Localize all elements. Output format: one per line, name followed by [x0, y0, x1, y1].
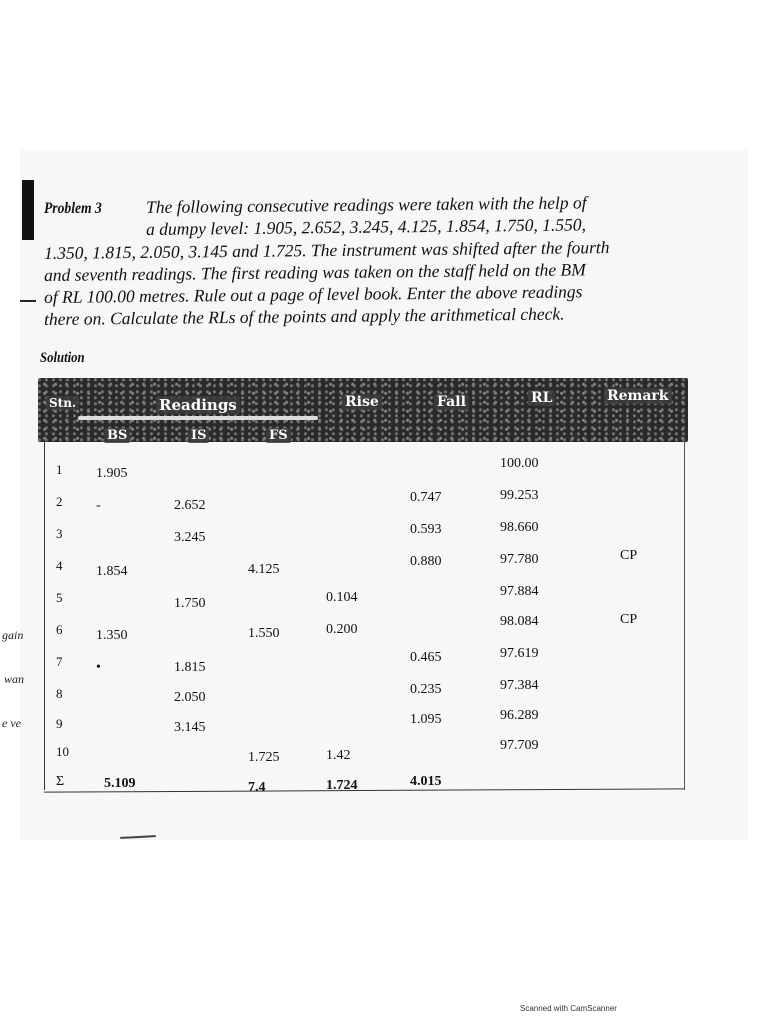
- problem-line-5: of RL 100.00 metres. Rule out a page of level book. Enter the above readings: [44, 281, 583, 307]
- table-header: [38, 378, 688, 442]
- cell-is-row-9: 3.145: [174, 720, 206, 735]
- problem-line-4: and seventh readings. The first reading was taken on the staff held on the BM: [44, 259, 586, 285]
- margin-note-1: gain: [2, 628, 24, 642]
- cell-stn-row-3: 3: [56, 526, 63, 541]
- cell-rise-row-10: 1.42: [326, 748, 351, 763]
- cell-stn-row-10: 10: [56, 744, 69, 759]
- cell-rl-row-10: 97.709: [500, 738, 539, 753]
- header-remark: Remark: [604, 388, 672, 404]
- cell-is-row-2: 2.652: [174, 498, 206, 513]
- margin-note-3: e ve: [2, 716, 21, 730]
- header-stn: Stn.: [46, 396, 79, 410]
- total-stn: Σ: [56, 774, 65, 789]
- total-fall: 4.015: [410, 774, 442, 789]
- cell-fall-row-3: 0.593: [410, 522, 442, 537]
- cell-stn-row-5: 5: [56, 590, 63, 605]
- cell-fall-row-2: 0.747: [410, 490, 442, 505]
- problem-line-6: there on. Calculate the RLs of the points and apply the arithmetical check.: [44, 303, 565, 329]
- cell-fall-row-8: 0.235: [410, 682, 442, 697]
- problem-bracket: [22, 180, 34, 240]
- cell-rise-row-5: 0.104: [326, 590, 358, 605]
- cell-stn-row-1: 1: [56, 462, 63, 477]
- cell-fall-row-7: 0.465: [410, 650, 442, 665]
- cell-rl-row-7: 97.619: [500, 646, 539, 661]
- cell-remark-row-6: CP: [620, 612, 638, 627]
- cell-fs-row-6: 1.550: [248, 626, 280, 641]
- problem-line-3: 1.350, 1.815, 2.050, 3.145 and 1.725. The instrument was shifted after the fourth: [44, 237, 610, 263]
- header-bs: BS: [104, 428, 130, 443]
- level-book-table: [38, 378, 688, 798]
- problem-line-2: a dumpy level: 1.905, 2.652, 3.245, 4.125, 1.854, 1.750, 1.550,: [146, 214, 587, 239]
- cell-remark-row-4: CP: [620, 548, 638, 563]
- header-fall: Fall: [434, 394, 469, 410]
- cell-rl-row-5: 97.884: [500, 584, 539, 599]
- total-fs: 7.4: [248, 780, 266, 795]
- cell-stn-row-9: 9: [56, 716, 63, 731]
- header-rl: RL: [528, 390, 555, 406]
- cell-stn-row-7: 7: [56, 654, 63, 669]
- table-bottom-border: [44, 788, 684, 792]
- cell-stn-row-4: 4: [56, 558, 63, 573]
- cell-rl-row-9: 96.289: [500, 708, 539, 723]
- margin-note-2: wan: [4, 672, 25, 686]
- header-is: IS: [188, 428, 209, 443]
- cell-bs-row-4: 1.854: [96, 564, 128, 579]
- cell-is-row-5: 1.750: [174, 596, 206, 611]
- table-left-border: [44, 440, 45, 790]
- readings-underline: [78, 416, 318, 420]
- cell-stn-row-6: 6: [56, 622, 63, 637]
- table-right-border: [684, 440, 685, 790]
- cell-is-row-7: 1.815: [174, 660, 206, 675]
- cell-stn-row-8: 8: [56, 686, 63, 701]
- cell-rl-row-1: 100.00: [500, 456, 539, 471]
- cell-fall-row-9: 1.095: [410, 712, 442, 727]
- total-bs: 5.109: [104, 776, 136, 791]
- cell-rl-row-3: 98.660: [500, 520, 539, 535]
- cell-rl-row-2: 99.253: [500, 488, 539, 503]
- header-readings: Readings: [156, 396, 240, 414]
- cell-bs-row-2: -: [96, 498, 101, 513]
- cell-stn-row-2: 2: [56, 494, 63, 509]
- cell-fs-row-4: 4.125: [248, 562, 280, 577]
- cell-is-row-3: 3.245: [174, 530, 206, 545]
- header-fs: FS: [266, 428, 291, 443]
- total-rise: 1.724: [326, 778, 358, 793]
- scanner-watermark: Scanned with CamScanner: [520, 1004, 617, 1013]
- cell-bs-row-7: •: [96, 660, 101, 675]
- cell-bs-row-1: 1.905: [96, 466, 128, 481]
- cell-rl-row-4: 97.780: [500, 552, 539, 567]
- cell-fs-row-10: 1.725: [248, 750, 280, 765]
- solution-heading: Solution: [40, 350, 85, 366]
- cell-rise-row-6: 0.200: [326, 622, 358, 637]
- cell-bs-row-6: 1.350: [96, 628, 128, 643]
- cell-rl-row-8: 97.384: [500, 678, 539, 693]
- margin-dash: [20, 300, 36, 302]
- problem-label: Problem 3: [44, 200, 102, 217]
- problem-line-1: The following consecutive readings were taken with the help of: [146, 192, 587, 217]
- header-rise: Rise: [342, 394, 382, 410]
- cell-rl-row-6: 98.084: [500, 614, 539, 629]
- cell-fall-row-4: 0.880: [410, 554, 442, 569]
- cell-is-row-8: 2.050: [174, 690, 206, 705]
